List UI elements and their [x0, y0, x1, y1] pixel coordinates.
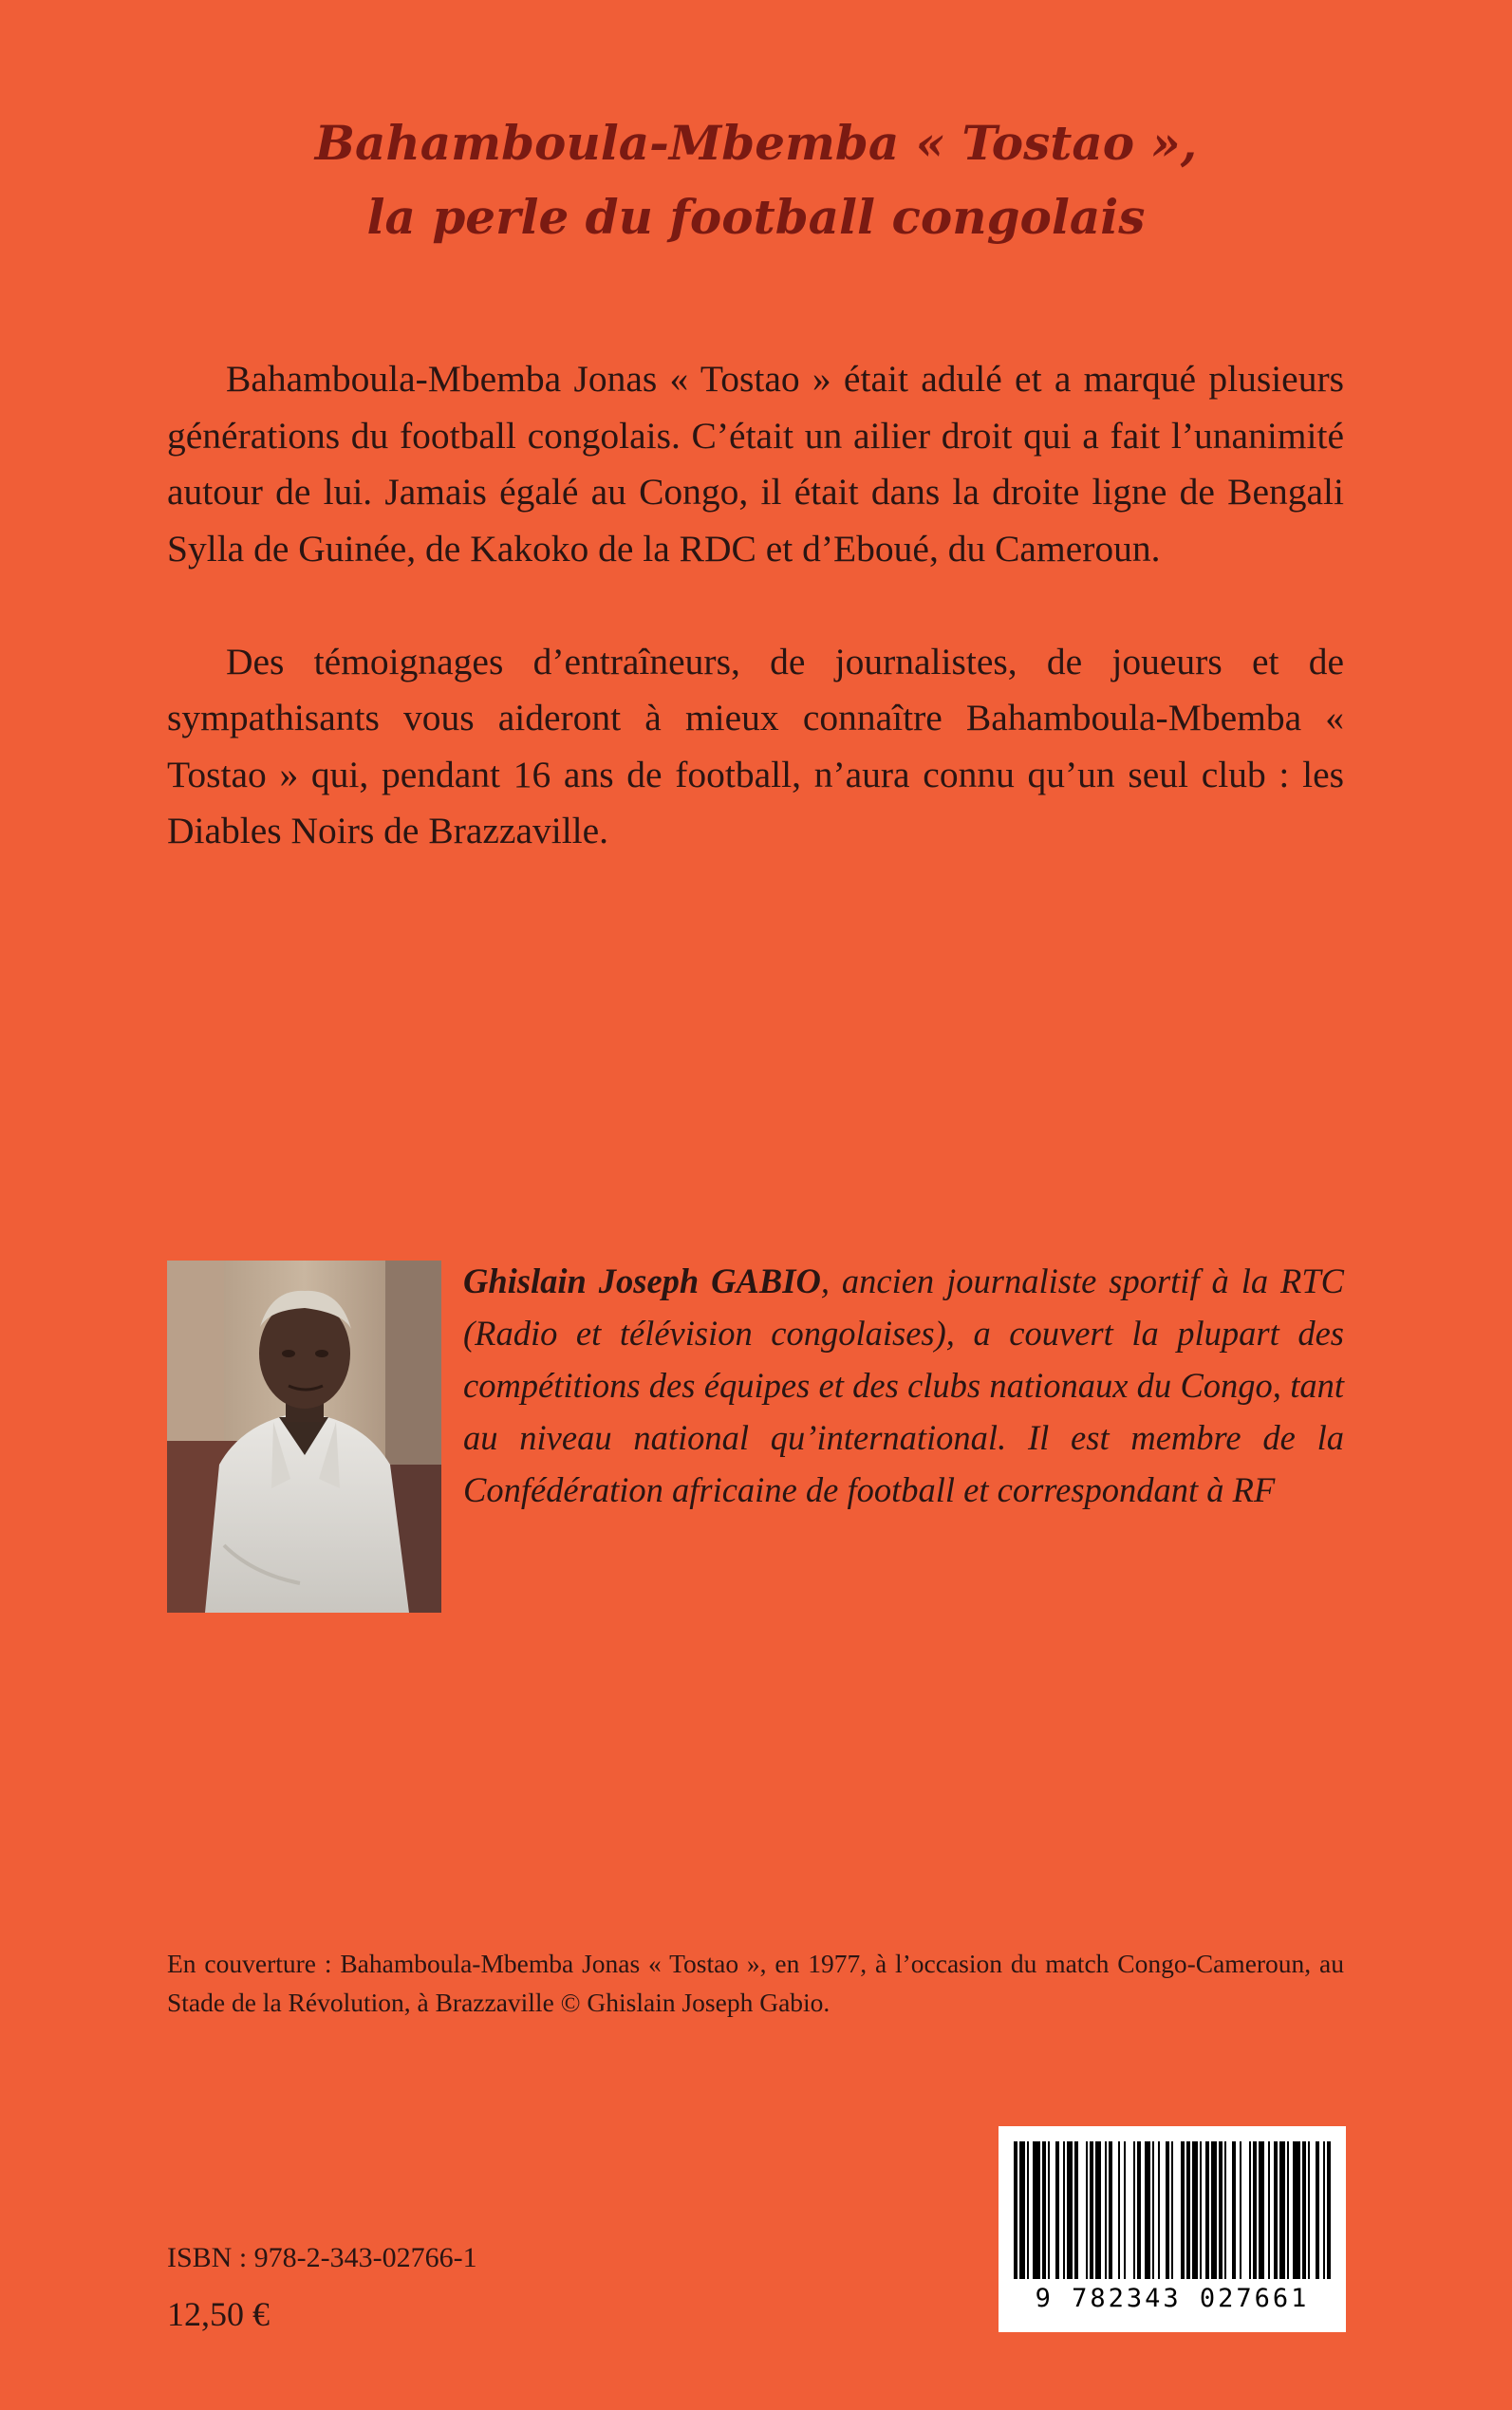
price: 12,50 € [167, 2295, 270, 2333]
barcode-bars [1014, 2141, 1331, 2279]
book-title-line-2: la perle du football congolais [366, 189, 1146, 245]
barcode-bar [1323, 2141, 1325, 2279]
barcode-bar [1211, 2141, 1217, 2279]
barcode-bar [1200, 2141, 1202, 2279]
barcode-bar [1171, 2141, 1173, 2279]
barcode-bar [1048, 2141, 1050, 2279]
barcode-bar [1118, 2141, 1120, 2279]
barcode-bar [1192, 2141, 1198, 2279]
barcode-bar [1253, 2141, 1257, 2279]
author-photo [167, 1261, 441, 1613]
barcode-bar [1152, 2141, 1154, 2279]
barcode-bar [1268, 2141, 1270, 2279]
barcode-bar [1308, 2141, 1310, 2279]
barcode-bar [1074, 2141, 1078, 2279]
book-title-line-1: Bahamboula-Mbemba « Tostao », [314, 115, 1198, 171]
barcode-bar [1042, 2141, 1046, 2279]
barcode-bar [1219, 2141, 1223, 2279]
barcode-bar [1137, 2141, 1141, 2279]
barcode-bar [1014, 2141, 1017, 2279]
barcode-bar [1287, 2141, 1289, 2279]
author-name: Ghislain Joseph GABIO [463, 1261, 821, 1300]
barcode-bar [1033, 2141, 1040, 2279]
barcode-bar [1067, 2141, 1073, 2279]
barcode-bar [1279, 2141, 1285, 2279]
barcode-bar [1293, 2141, 1300, 2279]
barcode-bar [1224, 2141, 1226, 2279]
isbn-barcode [999, 2126, 1346, 2332]
barcode-bar [1063, 2141, 1065, 2279]
barcode-digits: 9 782343 027661 [1035, 2284, 1310, 2313]
barcode-bar [1327, 2141, 1331, 2279]
barcode-bar [1124, 2141, 1126, 2279]
barcode-bar [1232, 2141, 1236, 2279]
barcode-bar [1186, 2141, 1190, 2279]
barcode-bar [1259, 2141, 1264, 2279]
barcode-bar [1181, 2141, 1185, 2279]
barcode-bar [1086, 2141, 1088, 2279]
barcode-bar [1095, 2141, 1101, 2279]
barcode-bar [1145, 2141, 1150, 2279]
cover-photo-credit: En couverture : Bahamboula-Mbemba Jonas « Tostao », en 1977, à l’occasion du match Congo-Cameroun, au Stade de la Révolution, à Brazzaville © Ghislain Joseph Gabio. [167, 1949, 1344, 2017]
barcode-bar [1019, 2141, 1025, 2279]
barcode-bar [1166, 2141, 1169, 2279]
book-title [0, 106, 1512, 254]
author-bio-text: , ancien journaliste sportif à la RTC (Radio et télévision congolaises), a couvert la plupart des compétitions des équipes et des clubs nationaux du Congo, tant au niveau national qu’international. Il est membre de la Confédération africaine de football et correspondant à RF [463, 1261, 1344, 1509]
barcode-bar [1027, 2141, 1029, 2279]
barcode-bar [1133, 2141, 1135, 2279]
barcode-bar [1302, 2141, 1306, 2279]
isbn: ISBN : 978-2-343-02766-1 [167, 2242, 477, 2273]
barcode-bar [1109, 2141, 1112, 2279]
blurb-paragraph-1: Bahamboula-Mbemba Jonas « Tostao » était adulé et a marqué plusieurs générations du football congolais. C’était un ailier droit qui a fait l’unanimité autour de lui. Jamais égalé au Congo, il était dans la droite ligne de Bengali Sylla de Guinée, de Kakoko de la RDC et d’Eboué, du Cameroun. [167, 358, 1344, 570]
blurb-paragraph-2: Des témoignages d’entraîneurs, de journalistes, de joueurs et de sympathisants vous aideront à mieux connaître Bahamboula-Mbemba « Tostao » qui, pendant 16 ans de football, n’aura connu qu’un seul club : les Diables Noirs de Brazzaville. [167, 640, 1344, 851]
author-bio [463, 1255, 1344, 1516]
back-cover-blurb [167, 351, 1344, 916]
barcode-bar [1316, 2141, 1319, 2279]
barcode-bar [1158, 2141, 1160, 2279]
barcode-bar [1055, 2141, 1059, 2279]
barcode-bar [1105, 2141, 1107, 2279]
barcode-bar [1240, 2141, 1241, 2279]
barcode-bar [1249, 2141, 1251, 2279]
barcode-bar [1274, 2141, 1278, 2279]
barcode-bar [1090, 2141, 1093, 2279]
barcode-bar [1205, 2141, 1209, 2279]
